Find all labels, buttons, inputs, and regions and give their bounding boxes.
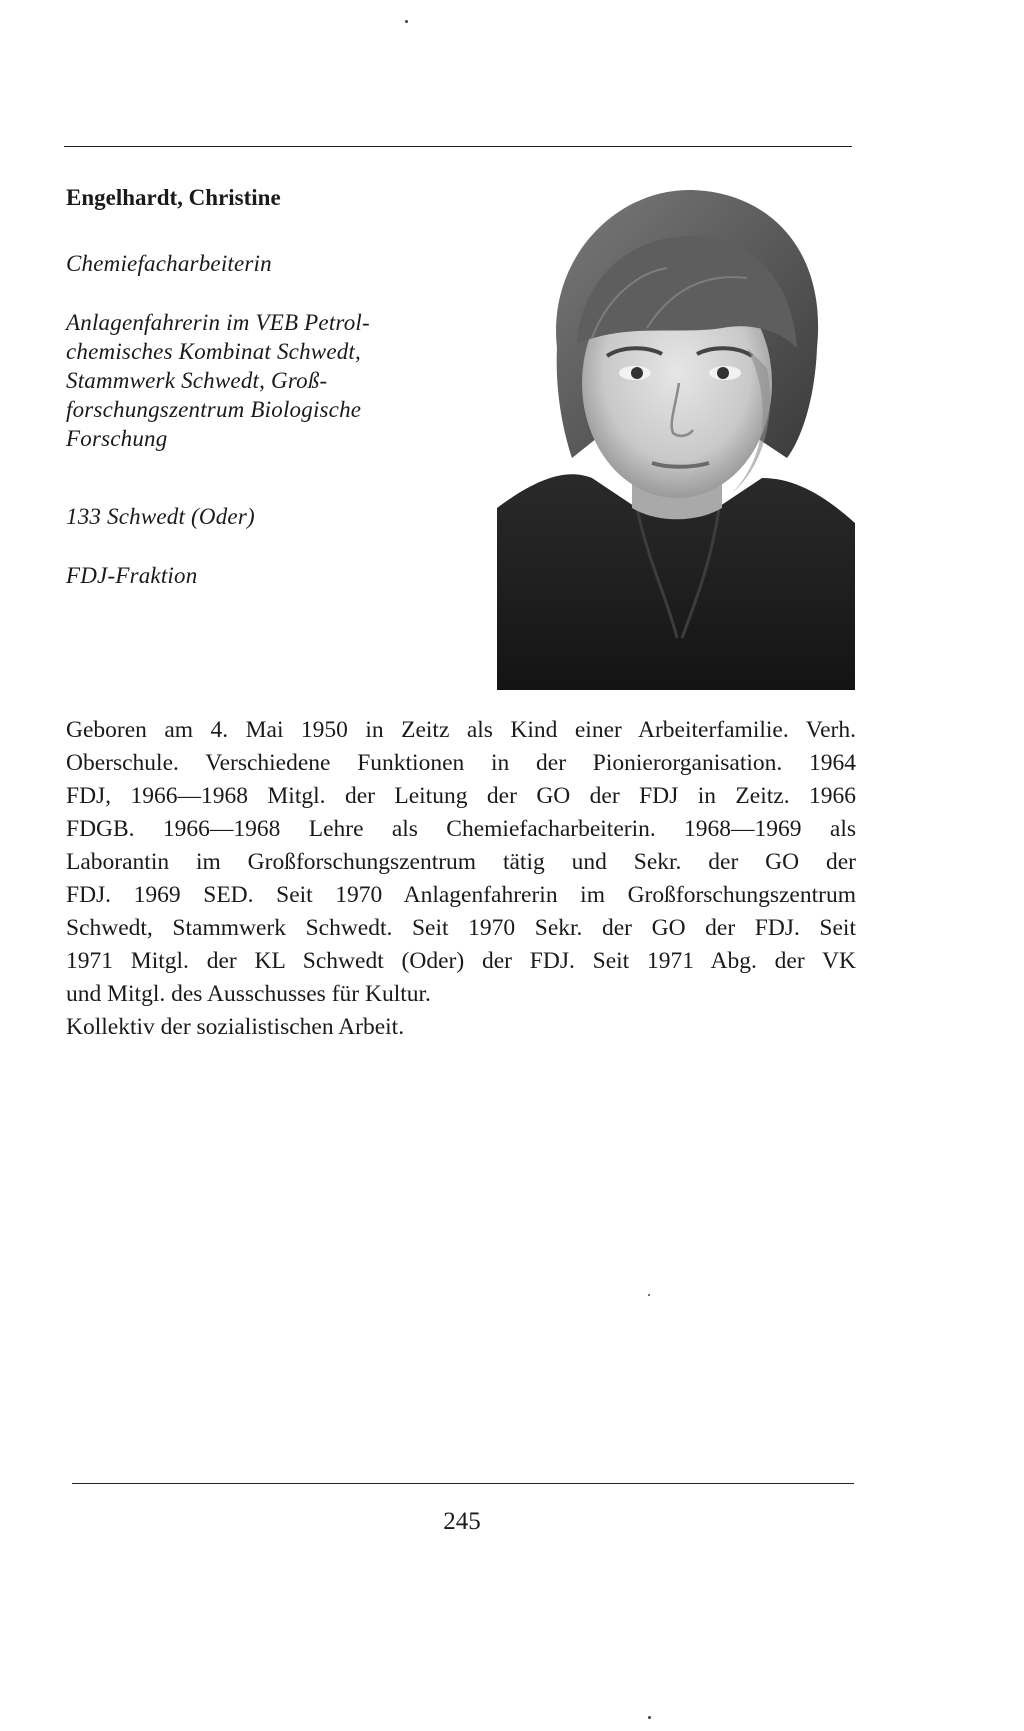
- entry-name: Engelhardt, Christine: [66, 185, 281, 210]
- entry-position: [66, 308, 466, 453]
- portrait-photo: [497, 178, 855, 690]
- biography-line: 1971 Mitgl. der KL Schwedt (Oder) der FDJ. Seit 1971 Abg. der VK: [66, 948, 856, 974]
- biography-line: FDGB. 1966—1968 Lehre als Chemiefacharbeiterin. 1968—1969 als: [66, 816, 856, 842]
- entry-fraction: FDJ-Fraktion: [66, 563, 198, 588]
- biography-line: Schwedt, Stammwerk Schwedt. Seit 1970 Sekr. der GO der FDJ. Seit: [66, 915, 856, 941]
- page-number: 245: [443, 1508, 481, 1535]
- entry-address: 133 Schwedt (Oder): [66, 504, 255, 529]
- biography-line: Laborantin im Großforschungszentrum tätig und Sekr. der GO der: [66, 849, 856, 875]
- biography-line: FDJ, 1966—1968 Mitgl. der Leitung der GO der FDJ in Zeitz. 1966: [66, 783, 856, 809]
- bottom-rule: [72, 1483, 854, 1484]
- position-line: forschungszentrum Biologische: [66, 397, 362, 422]
- print-speck: [405, 20, 408, 23]
- biography-line: Geboren am 4. Mai 1950 in Zeitz als Kind einer Arbeiterfamilie. Verh.: [66, 717, 856, 743]
- biography-line: FDJ. 1969 SED. Seit 1970 Anlagenfahrerin im Großforschungszentrum: [66, 882, 856, 908]
- biography-line: Oberschule. Verschiedene Funktionen in der Pionierorganisation. 1964: [66, 750, 856, 776]
- biography-line: Kollektiv der sozialistischen Arbeit.: [66, 1014, 405, 1040]
- position-line: Forschung: [66, 426, 168, 451]
- top-rule: [64, 146, 852, 147]
- position-line: Anlagenfahrerin im VEB Petrol-: [66, 310, 370, 335]
- position-line: Stammwerk Schwedt, Groß-: [66, 368, 328, 393]
- print-speck: [648, 1716, 651, 1719]
- biography-line: und Mitgl. des Ausschusses für Kultur.: [66, 981, 431, 1007]
- print-speck: [648, 1294, 650, 1296]
- entry-profession: Chemiefacharbeiterin: [66, 251, 272, 276]
- position-line: chemisches Kombinat Schwedt,: [66, 339, 361, 364]
- biography-text: [66, 714, 856, 1044]
